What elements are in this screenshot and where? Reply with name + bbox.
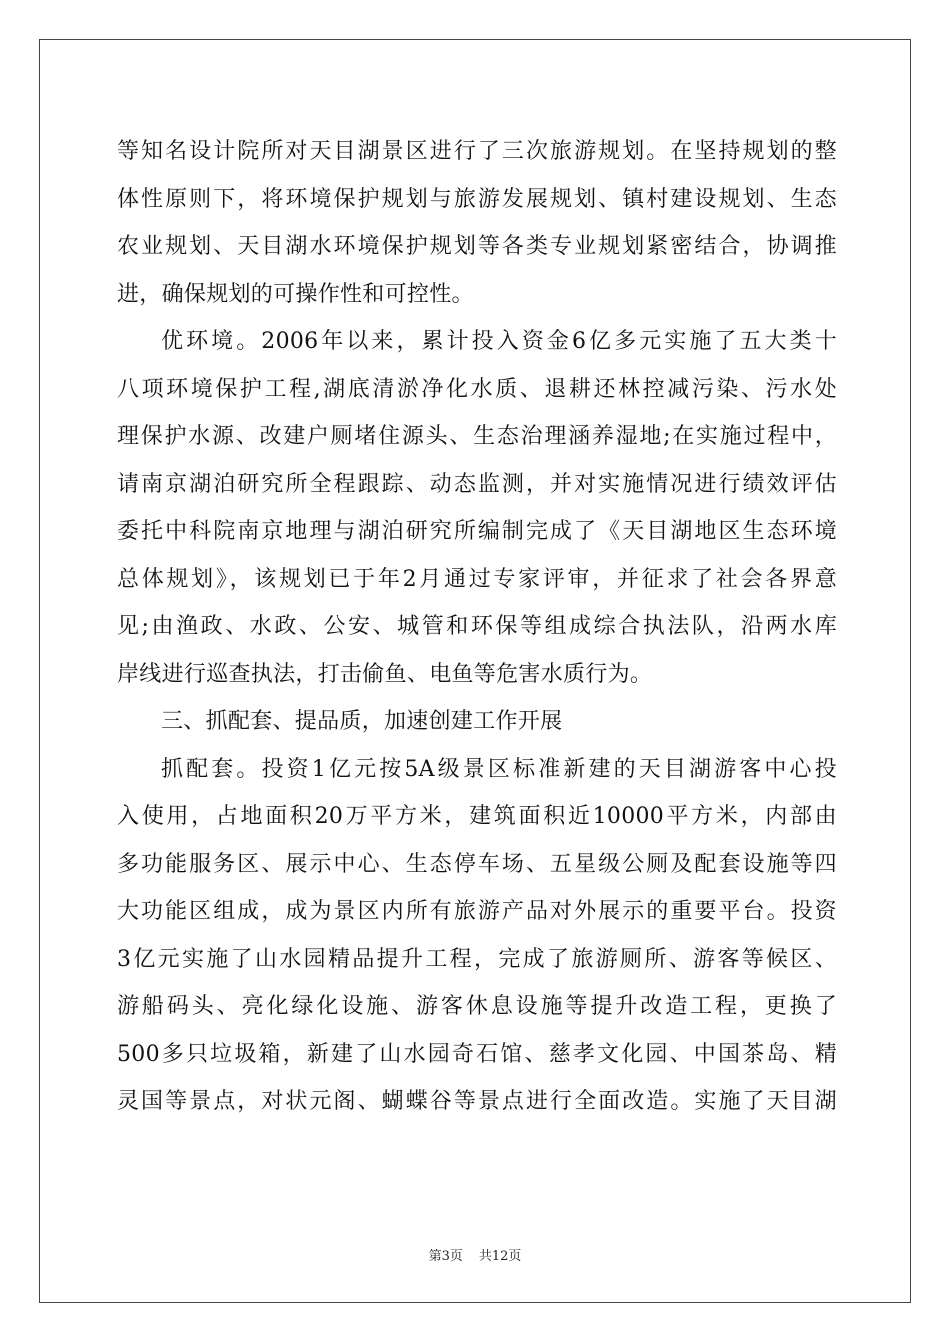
text-line: 见;由渔政、水政、公安、城管和环保等组成综合执法队，沿两水库 — [117, 614, 837, 639]
text-line: 总体规划》，该规划已于年2月通过专家评审，并征求了社会各界意 — [117, 566, 837, 592]
text-line: 农业规划、天目湖水环境保护规划等各类专业规划紧密结合，协调推 — [117, 234, 837, 259]
text-line: 500多只垃圾箱，新建了山水园奇石馆、慈孝文化园、中国茶岛、精 — [117, 1041, 837, 1067]
text-line: 灵国等景点，对状元阁、蝴蝶谷等景点进行全面改造。实施了天目湖 — [117, 1089, 837, 1114]
text-line: 委托中科院南京地理与湖泊研究所编制完成了《天目湖地区生态环境 — [117, 519, 837, 544]
text-line: 请南京湖泊研究所全程跟踪、动态监测，并对实施情况进行绩效评估 — [117, 471, 837, 497]
text-line: 进，确保规划的可操作性和可控性。 — [117, 281, 474, 307]
page-footer — [0, 1245, 950, 1264]
text-line: 优环境。2006年以来，累计投入资金6亿多元实施了五大类十 — [161, 329, 837, 354]
text-line: 等知名设计院所对天目湖景区进行了三次旅游规划。在坚持规划的整 — [117, 139, 837, 164]
text-line: 多功能服务区、展示中心、生态停车场、五星级公厕及配套设施等四 — [117, 851, 837, 877]
text-line: 抓配套。投资1亿元按5A级景区标准新建的天目湖游客中心投 — [161, 756, 837, 782]
total-pages-label: 共12页 — [478, 1249, 522, 1264]
text-line: 三、抓配套、提品质，加速创建工作开展 — [161, 709, 563, 734]
text-line: 大功能区组成，成为景区内所有旅游产品对外展示的重要平台。投资 — [117, 899, 837, 924]
text-line: 3亿元实施了山水园精品提升工程，完成了旅游厕所、游客等候区、 — [117, 946, 837, 972]
text-line: 八项环境保护工程,湖底清淤净化水质、退耕还林控减污染、污水处 — [117, 376, 837, 402]
text-line: 游船码头、亮化绿化设施、游客休息设施等提升改造工程，更换了 — [117, 994, 837, 1019]
text-line: 岸线进行巡查执法，打击偷鱼、电鱼等危害水质行为。 — [117, 661, 653, 687]
text-line: 理保护水源、改建户厕堵住源头、生态治理涵养湿地;在实施过程中， — [117, 424, 837, 449]
text-line: 入使用，占地面积20万平方米，建筑面积近10000平方米，内部由 — [117, 804, 837, 829]
text-line: 体性原则下，将环境保护规划与旅游发展规划、镇村建设规划、生态 — [117, 186, 837, 212]
document-body — [117, 128, 837, 1126]
current-page-label: 第3页 — [428, 1249, 463, 1264]
